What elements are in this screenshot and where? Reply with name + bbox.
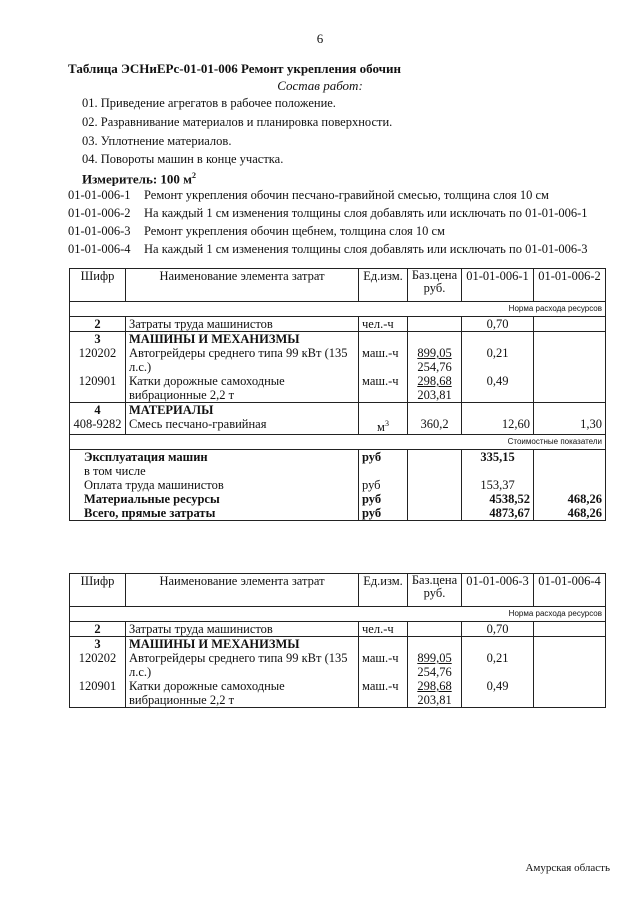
operation-item: 02. Разравнивание материалов и планировка поверхности. xyxy=(82,115,393,129)
summary-row: Всего, прямые затраты руб 4873,67 468,26 xyxy=(70,506,606,521)
measure-unit: Измеритель: 100 $м^2$ xyxy=(82,171,197,187)
page-number: 6 xyxy=(316,31,324,46)
table-row: 2 Затраты труда машинистов чел.-ч 0,70 xyxy=(70,317,606,332)
footer-region: Амурская область xyxy=(525,862,610,874)
group-row: 4 МАТЕРИАЛЫ xyxy=(70,403,606,418)
variant-row: 01-01-006-2 На каждый 1 см изменения толщины слоя добавлять или исключать по 01-01-006-1 xyxy=(68,206,588,220)
col-price-header: Баз.цена руб. xyxy=(408,269,462,302)
table-row: 120901 Катки дорожные самоходные вибрационные 2,2 т маш.-ч 298,68 203,81 0,49 xyxy=(70,374,606,403)
work-composition-heading: Состав работ: xyxy=(277,78,363,93)
col-unit-header: Ед.изм. xyxy=(359,269,408,302)
cost-subheader: Стоимостные показатели xyxy=(70,435,606,450)
table-row: 120901 Катки дорожные самоходные вибрационные 2,2 т маш.-ч 298,68 203,81 0,49 xyxy=(70,679,606,708)
col-name-header: Наименование элемента затрат xyxy=(126,269,359,302)
summary-row: в том числе xyxy=(70,464,606,478)
group-row: 3 МАШИНЫ И МЕХАНИЗМЫ xyxy=(70,637,606,652)
col-price-header: Баз.цена руб. xyxy=(408,574,462,607)
col-code-header: Шифр xyxy=(70,269,126,302)
col-name-header: Наименование элемента затрат xyxy=(126,574,359,607)
norm-subheader: Норма расхода ресурсов xyxy=(70,607,606,622)
operation-item: 03. Уплотнение материалов. xyxy=(82,134,232,148)
resource-table-1 xyxy=(69,268,606,521)
col-unit-header: Ед.изм. xyxy=(359,574,408,607)
summary-row: Эксплуатация машин руб 335,15 xyxy=(70,450,606,465)
summary-row: Оплата труда машинистов руб 153,37 xyxy=(70,478,606,492)
table-row: 120202 Автогрейдеры среднего типа 99 кВт (135 л.с.) маш.-ч 899,05 254,76 0,21 xyxy=(70,346,606,374)
table-row: 120202 Автогрейдеры среднего типа 99 кВт (135 л.с.) маш.-ч 899,05 254,76 0,21 xyxy=(70,651,606,679)
table-header xyxy=(70,574,606,607)
variant-row: 01-01-006-3 Ремонт укрепления обочин щебнем, толщина слоя 10 см xyxy=(68,224,445,238)
norm-subheader: Норма расхода ресурсов xyxy=(70,302,606,317)
summary-row: Материальные ресурсы руб 4538,52 468,26 xyxy=(70,492,606,506)
group-row: 3 МАШИНЫ И МЕХАНИЗМЫ xyxy=(70,332,606,347)
col-code-header: Шифр xyxy=(70,574,126,607)
col-variant-header: 01-01-006-2 xyxy=(534,269,606,302)
table-header xyxy=(70,269,606,302)
table-row: 408-9282 Смесь песчано-гравийная $м^3$ 360,2 12,60 1,30 xyxy=(70,417,606,435)
col-variant-header: 01-01-006-1 xyxy=(462,269,534,302)
operation-item: 01. Приведение агрегатов в рабочее положение. xyxy=(82,96,336,110)
col-variant-header: 01-01-006-3 xyxy=(462,574,534,607)
col-variant-header: 01-01-006-4 xyxy=(534,574,606,607)
variant-row: 01-01-006-4 На каждый 1 см изменения толщины слоя добавлять или исключать по 01-01-006-3 xyxy=(68,242,588,256)
variant-row: 01-01-006-1 Ремонт укрепления обочин песчано-гравийной смесью, толщина слоя 10 см xyxy=(68,188,549,202)
table-title: Таблица ЭСНиЕРс-01-01-006 Ремонт укрепления обочин xyxy=(68,61,401,76)
table-row: 2 Затраты труда машинистов чел.-ч 0,70 xyxy=(70,622,606,637)
resource-table-2 xyxy=(69,573,606,708)
operation-item: 04. Повороты машин в конце участка. xyxy=(82,152,284,166)
